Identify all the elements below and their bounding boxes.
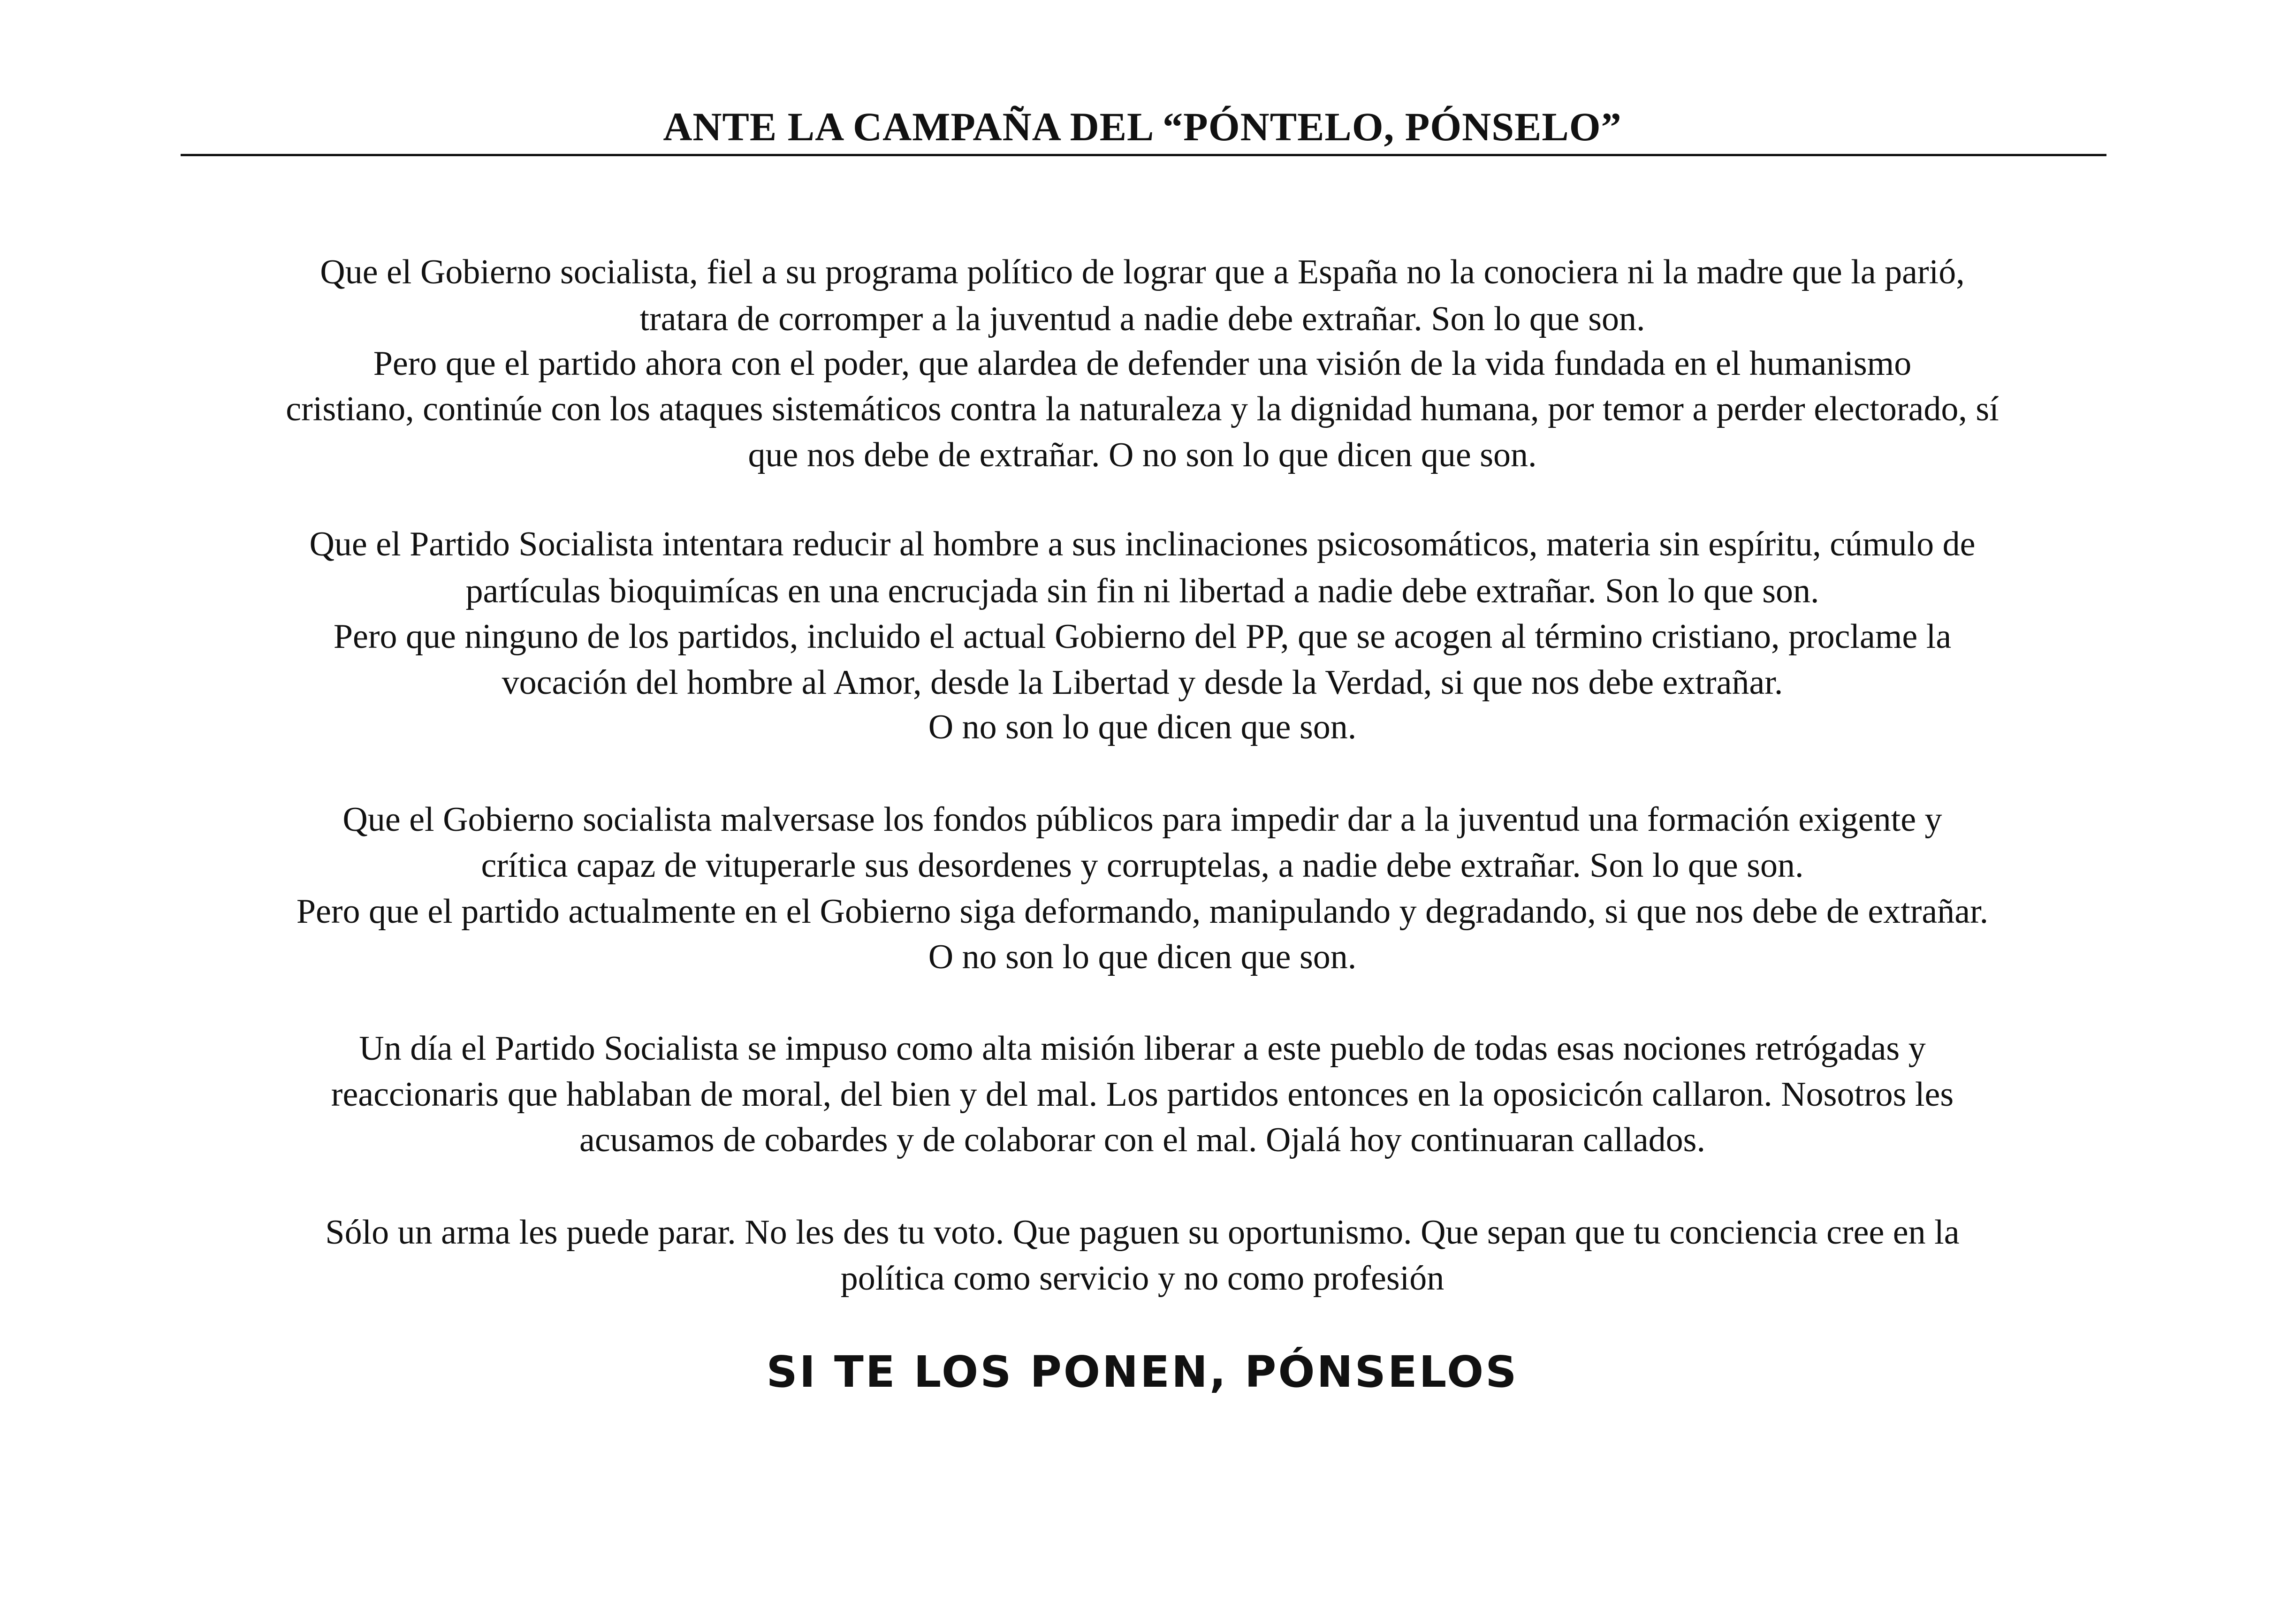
paragraph-1-line-2: tratara de corromper a la juventud a nadie debe extrañar. Son lo que son. — [639, 300, 1645, 338]
paragraph-1-line-3: Pero que el partido ahora con el poder, que alardea de defender una visión de la vida fundada en el humanismo — [373, 344, 1912, 383]
paragraph-2-line-4: vocación del hombre al Amor, desde la Libertad y desde la Verdad, si que nos debe extrañar. — [502, 663, 1783, 702]
closing-slogan: SI TE LOS PONEN, PÓNSELOS — [766, 1347, 1519, 1397]
paragraph-2-line-2: partículas bioquimícas en una encrucjada sin fin ni libertad a nadie debe extrañar. Son lo que son. — [465, 572, 1819, 610]
paragraph-1-line-1: Que el Gobierno socialista, fiel a su programa político de lograr que a España no la conociera ni la madre que la parió, — [320, 253, 1965, 291]
document-title: ANTE LA CAMPAÑA DEL “PÓNTELO, PÓNSELO” — [663, 104, 1622, 149]
paragraph-5-line-1: Sólo un arma les puede parar. No les des tu voto. Que paguen su oportunismo. Que sepan que tu conciencia cree en la — [325, 1213, 1960, 1252]
paragraph-4-line-1: Un día el Partido Socialista se impuso como alta misión liberar a este pueblo de todas esas nociones retrógadas y — [359, 1029, 1926, 1068]
paragraph-3-line-3: Pero que el partido actualmente en el Gobierno siga deformando, manipulando y degradando, si que nos debe de extrañar. — [296, 892, 1989, 931]
paragraph-4-line-3: acusamos de cobardes y de colaborar con el mal. Ojalá hoy continuaran callados. — [579, 1121, 1705, 1159]
paragraph-4-line-2: reaccionaris que hablaban de moral, del bien y del mal. Los partidos entonces en la oposicicón callaron. Nosotros les — [331, 1075, 1954, 1114]
title-underline — [181, 154, 2106, 156]
paragraph-1-line-4: cristiano, continúe con los ataques sistemáticos contra la naturaleza y la dignidad humana, por temor a perder electorado, sí — [286, 390, 1999, 428]
paragraph-1-line-5: que nos debe de extrañar. O no son lo que dicen que son. — [748, 436, 1537, 474]
paragraph-3-line-2: crítica capaz de vituperarle sus desordenes y corruptelas, a nadie debe extrañar. Son lo que son. — [481, 846, 1804, 885]
paragraph-2-line-3: Pero que ninguno de los partidos, incluido el actual Gobierno del PP, que se acogen al término cristiano, proclame la — [333, 617, 1952, 656]
paragraph-2-line-1: Que el Partido Socialista intentara reducir al hombre a sus inclinaciones psicosomáticos, materia sin espíritu, cúmulo de — [309, 525, 1976, 563]
paragraph-3-line-4: O no son lo que dicen que son. — [928, 938, 1357, 976]
paragraph-3-line-1: Que el Gobierno socialista malversase los fondos públicos para impedir dar a la juventud una formación exigente y — [342, 800, 1942, 839]
paragraph-2-line-5: O no son lo que dicen que son. — [928, 708, 1357, 746]
paragraph-5-line-2: política como servicio y no como profesión — [840, 1259, 1445, 1298]
